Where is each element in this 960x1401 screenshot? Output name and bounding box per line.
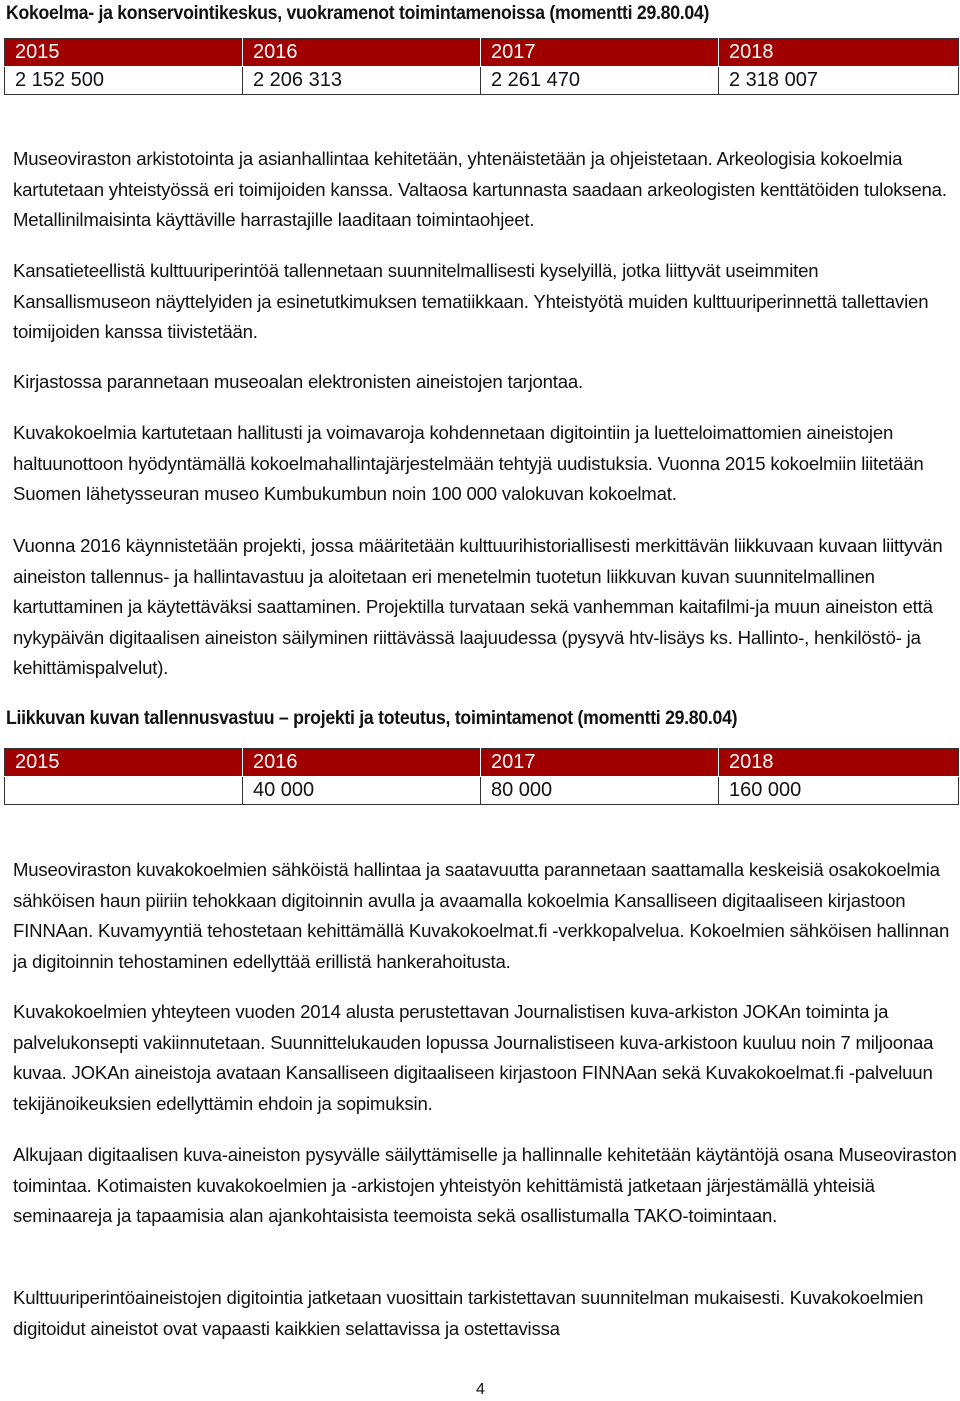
year-header: 2015 <box>5 749 243 777</box>
paragraph: Vuonna 2016 käynnistetään projekti, jossa määritetään kulttuurihistoriallisesti merkittävän liikkuvaan kuvaan liittyvän aineiston tallennus- ja hallintavastuu ja aloitetaan eri menetelmin tuotetun liikkuvan kuvan suunnitelmallinen kartuttaminen ja käytettäväksi saattaminen. Projektilla turvataan sekä vanhemman kaitafilmi-ja muun aineiston että nykypäivän digitaalisen aineiston säilyminen riittävässä laajuudessa (pysyvä htv-lisäys ks. Hallinto-, henkilöstö- ja kehittämispalvelut). <box>13 535 943 679</box>
table-cell: 2 206 313 <box>243 67 481 95</box>
year-header: 2018 <box>719 749 959 777</box>
year-header: 2017 <box>481 39 719 67</box>
paragraph: Kulttuuriperintöaineistojen digitointia jatketaan vuosittain tarkistettavan suunnitelman mukaisesti. Kuvakokoelmien digitoidut aineistot ovat vapaasti kaikkien selattavissa ja ostettavissa <box>13 1287 924 1339</box>
paragraph: Kuvakokoelmien yhteyteen vuoden 2014 alusta perustettavan Journalistisen kuva-arkiston JOKAn toiminta ja palvelukonsepti vakiinnutetaan. Suunnittelukauden lopussa Journalistiseen kuva-arkistoon kuuluu noin 7 miljoonaa kuvaa. JOKAn aineistoja avataan Kansalliseen digitaaliseen kirjastoon FINNAan sekä Kuvakokoelmat.fi -palveluun tekijänoikeuksien edellyttämin ehdoin ja sopimuksin. <box>13 1001 934 1114</box>
section-heading-collection-centre: Kokoelma- ja konservointikeskus, vuokramenot toimintamenoissa (momentti 29.80.04) <box>6 3 710 24</box>
table-cell: 80 000 <box>481 777 719 805</box>
table-row <box>5 777 959 805</box>
table-cell: 2 152 500 <box>5 67 243 95</box>
table-cell: 160 000 <box>719 777 959 805</box>
year-header: 2015 <box>5 39 243 67</box>
section-heading-moving-image: Liikkuvan kuvan tallennusvastuu – projekti ja toteutus, toimintamenot (momentti 29.80.04) <box>6 708 738 729</box>
paragraph: Museoviraston arkistotointa ja asianhallintaa kehitetään, yhtenäistetään ja ohjeistetaan. Arkeologisia kokoelmia kartutetaan yhteistyössä eri toimijoiden kanssa. Valtaosa kartunnasta saadaan arkeologisten kenttätöiden tuloksena. Metallinilmaisinta käyttäville harrastajille laaditaan toimintaohjeet. <box>13 148 947 231</box>
table-header-row <box>5 749 959 777</box>
table-header-row <box>5 39 959 67</box>
year-header: 2018 <box>719 39 959 67</box>
page-number: 4 <box>476 1381 485 1398</box>
paragraph: Kansatieteellistä kulttuuriperintöä tallennetaan suunnitelmallisesti kyselyillä, jotka liittyvät useimmiten Kansallismuseon näyttelyiden ja esinetutkimuksen tematiikkaan. Yhteistyötä muiden kulttuuriperinnettä tallettavien toimijoiden kanssa tiivistetään. <box>13 260 929 343</box>
paragraph: Kuvakokoelmia kartutetaan hallitusti ja voimavaroja kohdennetaan digitointiin ja luetteloimattomien aineistojen haltuunottoon hyödyntämällä kokoelmahallintajärjestelmään tehtyjä uudistuksia. Vuonna 2015 kokoelmiin liitetään Suomen lähetysseuran museo Kumbukumbun noin 100 000 valokuvan kokoelmat. <box>13 422 924 505</box>
paragraph: Museoviraston kuvakokoelmien sähköistä hallintaa ja saatavuutta parannetaan saattamalla keskeisiä osakokoelmia sähköisen haun piiriin tehokkaan digitoinnin avulla ja avaamalla kokoelmia Kansalliseen digitaaliseen kirjastoon FINNAan. Kuvamyyntiä tehostetaan kehittämällä Kuvakokoelmat.fi -verkkopalvelua. Kokoelmien sähköisen hallinnan ja digitoinnin tehostaminen edellyttää erillistä hankerahoitusta. <box>13 859 950 972</box>
paragraph: Alkujaan digitaalisen kuva-aineiston pysyvälle säilyttämiselle ja hallinnalle kehitetään käytäntöjä osana Museoviraston toimintaa. Kotimaisten kuvakokoelmien ja -arkistojen yhteistyön kehittämistä jatketaan järjestämällä yhteisiä seminaareja ja tapaamisia alan ajankohtaisista teemoista sekä osallistumalla TAKO-toimintaan. <box>13 1144 957 1227</box>
paragraph: Kirjastossa parannetaan museoalan elektronisten aineistojen tarjontaa. <box>13 371 584 392</box>
table-cell: 2 261 470 <box>481 67 719 95</box>
budget-table-moving-image <box>4 748 959 805</box>
table-cell <box>5 777 243 805</box>
year-header: 2016 <box>243 39 481 67</box>
table-cell: 2 318 007 <box>719 67 959 95</box>
budget-table-rent <box>4 38 959 95</box>
table-cell: 40 000 <box>243 777 481 805</box>
year-header: 2017 <box>481 749 719 777</box>
year-header: 2016 <box>243 749 481 777</box>
table-row <box>5 67 959 95</box>
